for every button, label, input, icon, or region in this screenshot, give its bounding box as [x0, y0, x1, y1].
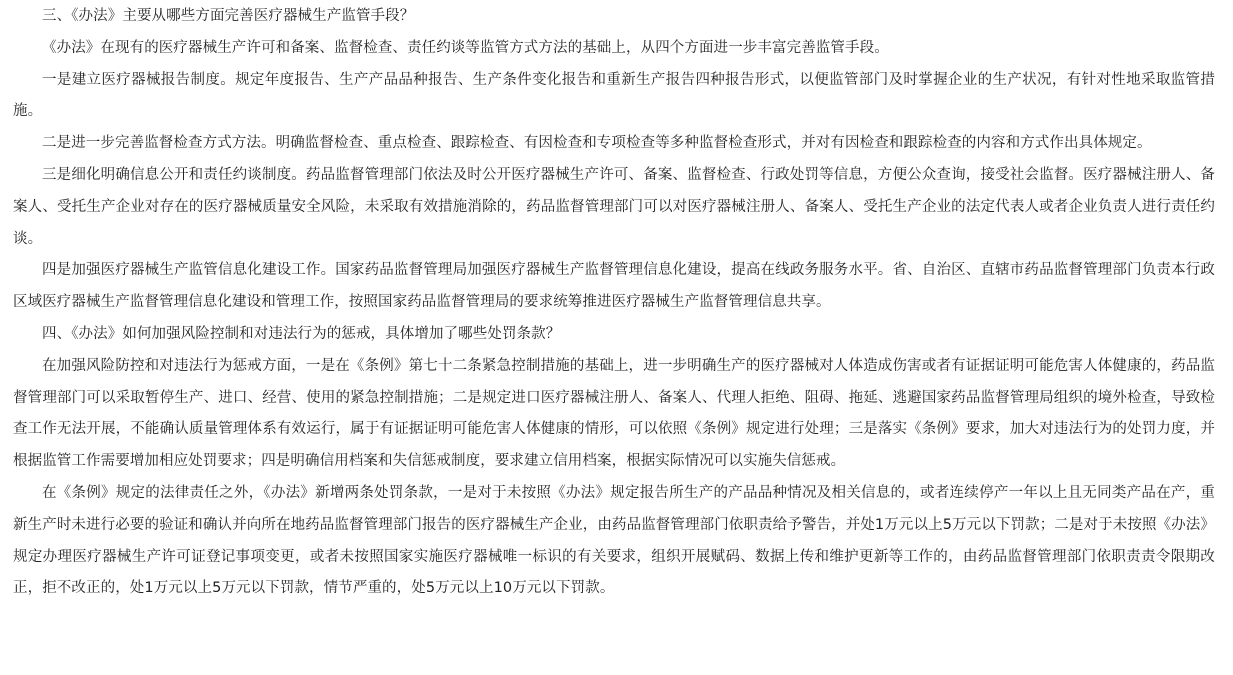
section-heading-3: 三、《办法》主要从哪些方面完善医疗器械生产监管手段？: [42, 8, 415, 24]
paragraph-penalty-clauses: 在《条例》规定的法律责任之外，《办法》新增两条处罚条款，一是对于未按照《办法》规定报告所生产的产品品种情况及相关信息的，或者连续停产一年以上且无同类产品在产，重新生产时未进行必要的验证和确认并向所在地药品监督管理部门报告的医疗器械生产企业，由药品监督管理部门依职责给予警告，并处1万元以上5万元以下罚款；二是对于未按照《办法》规定办理医疗器械生产许可证登记事项变更，或者未按照国家实施医疗器械唯一标识的有关要求，组织开展赋码、数据上传和维护更新等工作的，由药品监督管理部门依职责责令限期改正，拒不改正的，处1万元以上5万元以下罚款，情节严重的，处5万元以上10万元以下罚款。: [13, 484, 1215, 597]
paragraph-report-system: 一是建立医疗器械报告制度。规定年度报告、生产产品品种报告、生产条件变化报告和重新生产报告四种报告形式，以便监管部门及时掌握企业的生产状况，有针对性地采取监管措施。: [13, 71, 1215, 120]
paragraph-informatization: 四是加强医疗器械生产监管信息化建设工作。国家药品监督管理局加强医疗器械生产监督管理信息化建设，提高在线政务服务水平。省、自治区、直辖市药品监督管理部门负责本行政区域医疗器械生产监督管理信息化建设和管理工作，按照国家药品监督管理局的要求统筹推进医疗器械生产监督管理信息共享。: [13, 262, 1215, 311]
paragraph-disclosure-interview: 三是细化明确信息公开和责任约谈制度。药品监督管理部门依法及时公开医疗器械生产许可、备案、监督检查、行政处罚等信息，方便公众查询，接受社会监督。医疗器械注册人、备案人、受托生产企业对存在的医疗器械质量安全风险，未采取有效措施消除的，药品监督管理部门可以对医疗器械注册人、备案人、受托生产企业的法定代表人或者企业负责人进行责任约谈。: [13, 166, 1215, 247]
paragraph-risk-control: 在加强风险防控和对违法行为惩戒方面，一是在《条例》第七十二条紧急控制措施的基础上，进一步明确生产的医疗器械对人体造成伤害或者有证据证明可能危害人体健康的，药品监督管理部门可以采取暂停生产、进口、经营、使用的紧急控制措施；二是规定进口医疗器械注册人、备案人、代理人拒绝、阻碍、拖延、逃避国家药品监督管理局组织的境外检查，导致检查工作无法开展，不能确认质量管理体系有效运行，属于有证据证明可能危害人体健康的情形，可以依照《条例》规定进行处理；三是落实《条例》要求，加大对违法行为的处罚力度，并根据监管工作需要增加相应处罚要求；四是明确信用档案和失信惩戒制度，要求建立信用档案，根据实际情况可以实施失信惩戒。: [13, 357, 1215, 470]
paragraph-inspection-methods: 二是进一步完善监督检查方式方法。明确监督检查、重点检查、跟踪检查、有因检查和专项检查等多种监督检查形式，并对有因检查和跟踪检查的内容和方式作出具体规定。: [42, 135, 1152, 152]
section-heading-4: 四、《办法》如何加强风险控制和对违法行为的惩戒，具体增加了哪些处罚条款？: [42, 325, 561, 342]
paragraph-intro: 《办法》在现有的医疗器械生产许可和备案、监督检查、责任约谈等监管方式方法的基础上，从四个方面进一步丰富完善监管手段。: [42, 39, 889, 56]
